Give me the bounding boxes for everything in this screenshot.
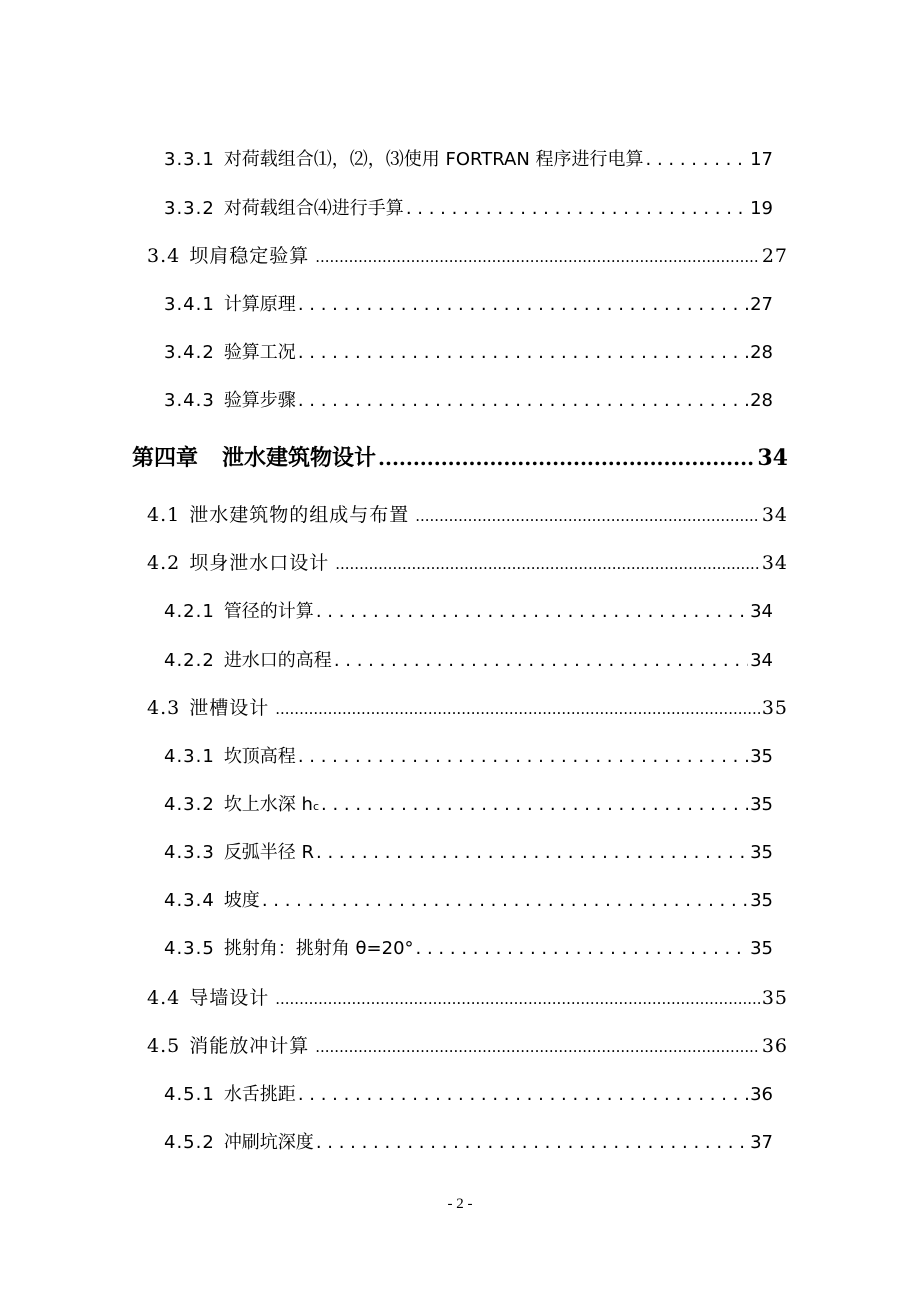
entry-number: 4.3.4	[164, 890, 215, 911]
entry-number: 4.3.3	[164, 842, 215, 863]
entry-number: 4.5.1	[164, 1084, 215, 1105]
entry-page: 35	[750, 842, 773, 863]
entry-page: 36	[750, 1084, 773, 1105]
toc-entry	[164, 145, 773, 171]
entry-page: 17	[750, 149, 773, 170]
entry-page: 35	[761, 697, 788, 719]
leader-dots	[378, 446, 755, 470]
toc-entry	[164, 386, 773, 412]
leader-dots	[406, 198, 748, 219]
toc-entry	[147, 500, 788, 527]
entry-page: 34	[750, 601, 773, 622]
leader-dots	[298, 746, 748, 767]
chapter-number: 第四章	[132, 445, 199, 471]
entry-number: 4.3.2	[164, 794, 215, 815]
leader-dots	[275, 700, 760, 718]
entry-page: 34	[761, 504, 788, 526]
leader-dots	[298, 342, 748, 363]
entry-number: 3.4.2	[164, 342, 215, 363]
entry-number: 4.3.1	[164, 746, 215, 767]
entry-title: 验算工况	[223, 342, 296, 363]
entry-title: 进水口的高程	[223, 650, 332, 671]
entry-title: 管径的计算	[223, 601, 314, 622]
entry-title: 坎顶高程	[223, 746, 296, 767]
entry-page: 27	[750, 294, 773, 315]
entry-number: 3.4.1	[164, 294, 215, 315]
entry-title: 挑射角：挑射角 θ=20°	[223, 938, 414, 959]
entry-page: 28	[750, 390, 773, 411]
entry-title: 坎上水深 h	[223, 794, 313, 815]
leader-dots	[298, 1084, 748, 1105]
leader-dots	[335, 555, 760, 573]
leader-dots	[298, 390, 748, 411]
entry-page: 34	[750, 650, 773, 671]
entry-title: 计算原理	[223, 294, 296, 315]
toc-entry	[164, 194, 773, 220]
chapter-title: 泄水建筑物设计	[222, 445, 377, 471]
entry-page: 19	[750, 198, 773, 219]
leader-dots	[646, 149, 749, 170]
entry-title: 坡度	[223, 890, 260, 911]
toc-entry	[164, 886, 773, 912]
toc-entry	[164, 1128, 773, 1154]
entry-title: 泄槽设计	[189, 697, 270, 719]
toc-entry	[164, 790, 773, 816]
entry-page: 35	[750, 938, 773, 959]
toc-entry	[147, 693, 788, 720]
entry-title: 消能放冲计算	[189, 1035, 310, 1057]
entry-page: 35	[761, 987, 788, 1009]
toc-entry	[147, 241, 788, 268]
entry-title: 验算步骤	[223, 390, 296, 411]
entry-number: 3.3.2	[164, 198, 215, 219]
leader-dots	[262, 890, 748, 911]
entry-title: 导墙设计	[189, 987, 270, 1009]
toc-entry	[164, 934, 773, 960]
toc-entry	[164, 1080, 773, 1106]
entry-page: 35	[750, 794, 773, 815]
entry-number: 4.3.5	[164, 938, 215, 959]
entry-page: 36	[761, 1035, 788, 1057]
leader-dots	[298, 294, 748, 315]
subscript: c	[312, 800, 320, 813]
leader-dots	[416, 938, 749, 959]
toc-entry	[164, 742, 773, 768]
entry-number: 4.4	[147, 987, 181, 1009]
entry-number: 3.4.3	[164, 390, 215, 411]
entry-page: 35	[750, 746, 773, 767]
chapter-page: 34	[757, 445, 788, 471]
leader-dots	[275, 990, 760, 1008]
entry-page: 34	[761, 552, 788, 574]
toc-entry	[164, 646, 773, 672]
entry-page: 37	[750, 1132, 773, 1153]
leader-dots	[334, 650, 748, 671]
toc-chapter-entry	[132, 441, 788, 472]
entry-number: 4.5.2	[164, 1132, 215, 1153]
entry-title: 水舌挑距	[223, 1084, 296, 1105]
leader-dots	[415, 507, 760, 525]
entry-title: 坝肩稳定验算	[189, 245, 310, 267]
entry-title: 冲刷坑深度	[223, 1132, 314, 1153]
entry-number: 4.5	[147, 1035, 181, 1057]
toc-entry	[147, 1031, 788, 1058]
entry-number: 4.2.2	[164, 650, 215, 671]
entry-number: 4.2	[147, 552, 181, 574]
entry-page: 35	[750, 890, 773, 911]
entry-title: 泄水建筑物的组成与布置	[189, 504, 410, 526]
entry-number: 4.1	[147, 504, 181, 526]
leader-dots	[315, 1038, 760, 1056]
page-number: - 2 -	[447, 1196, 473, 1212]
toc-entry	[164, 290, 773, 316]
toc-entry	[164, 838, 773, 864]
entry-number: 3.3.1	[164, 149, 215, 170]
leader-dots	[316, 842, 748, 863]
entry-title: 对荷载组合⑷进行手算	[223, 198, 404, 219]
entry-number: 3.4	[147, 245, 181, 267]
toc-entry	[147, 548, 788, 575]
leader-dots	[315, 248, 760, 266]
leader-dots	[316, 1132, 748, 1153]
entry-page: 27	[761, 245, 788, 267]
toc-entry	[164, 597, 773, 623]
leader-dots	[316, 601, 748, 622]
entry-title: 反弧半径 R	[223, 842, 315, 863]
entry-number: 4.3	[147, 697, 181, 719]
toc-entry	[164, 338, 773, 364]
toc-entry	[147, 983, 788, 1010]
entry-page: 28	[750, 342, 773, 363]
entry-number: 4.2.1	[164, 601, 215, 622]
leader-dots	[321, 794, 748, 815]
entry-title: 坝身泄水口设计	[189, 552, 330, 574]
entry-title: 对荷载组合⑴，⑵，⑶使用 FORTRAN 程序进行电算	[223, 149, 644, 170]
